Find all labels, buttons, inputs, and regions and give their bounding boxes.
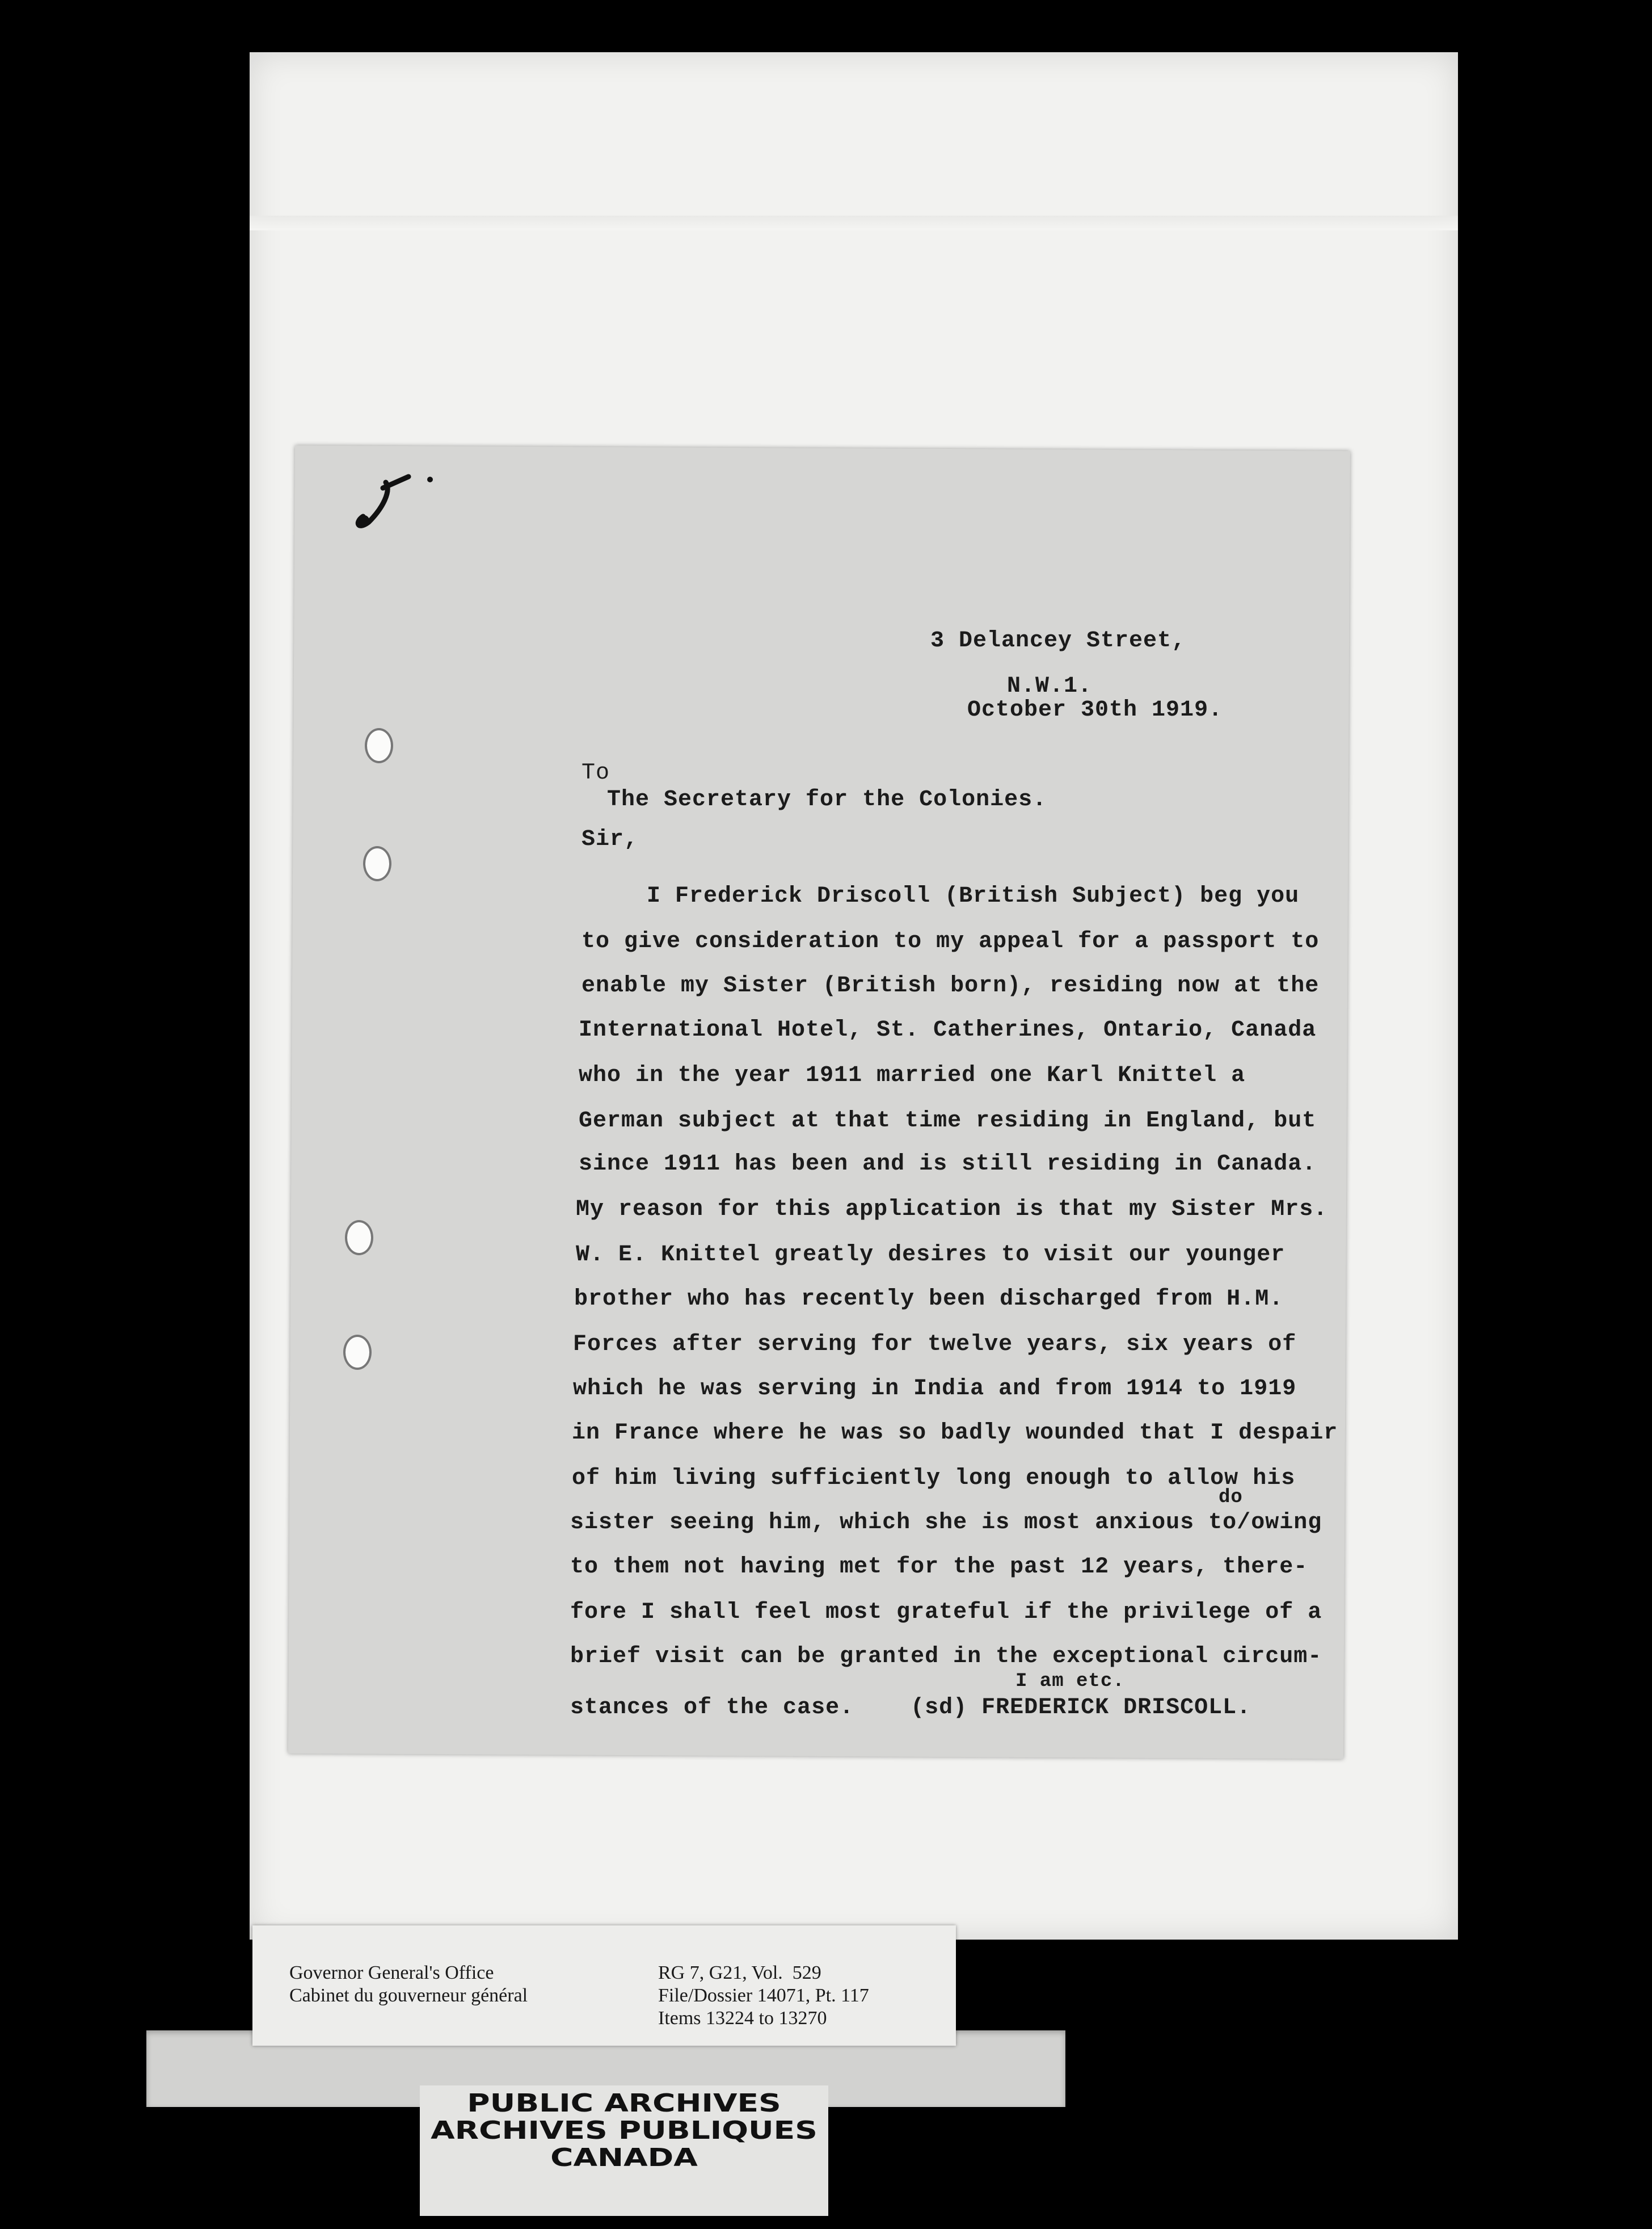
body-line: I Frederick Driscoll (British Subject) beg you [647,884,1300,909]
body-line: in France where he was so badly wounded that I despair [572,1420,1338,1446]
sender-address: 3 Delancey Street, [930,628,1186,654]
body-line: International Hotel, St. Catherines, Ontario, Canada [579,1017,1317,1043]
body-line: W. E. Knittel greatly desires to visit our younger [576,1242,1286,1268]
body-line: which he was serving in India and from 1914 to 1919 [573,1376,1297,1402]
salutation: Sir, [581,827,639,852]
record-group: RG 7, G21, Vol. 529 [658,1962,821,1983]
body-line: who in the year 1911 married one Karl Knittel a [579,1063,1246,1088]
body-line: My reason for this application is that my Sister Mrs. [576,1197,1328,1222]
body-line: to them not having met for the past 12 years, there- [570,1554,1308,1580]
public-archives-stamp [420,2085,828,2216]
to-label: To [581,760,610,786]
body-line: sister seeing him, which she is most anxious to/owing [570,1510,1322,1536]
body-line: of him living sufficiently long enough to allow his [572,1466,1296,1491]
closing: I am etc. [1015,1671,1125,1692]
punch-hole [343,1335,372,1370]
archives-line-fr: ARCHIVES PUBLIQUES [431,2116,817,2145]
office-name-en: Governor General's Office [289,1962,494,1983]
archives-line-country: CANADA [550,2143,698,2172]
archives-line-en: PUBLIC ARCHIVES [467,2089,781,2118]
file-dossier: File/Dossier 14071, Pt. 117 [658,1985,869,2006]
body-line-signature: stances of the case. (sd) FREDERICK DRISCOLL. [570,1695,1251,1721]
letter-date: October 30th 1919. [967,697,1223,723]
office-name-fr: Cabinet du gouverneur général [289,1985,528,2006]
body-line: brother who has recently been discharged from H.M. [574,1286,1284,1312]
punch-hole [365,728,393,763]
interline-insertion: do [1219,1487,1243,1508]
body-line: enable my Sister (British born), residing now at the [581,973,1320,999]
item-range: Items 13224 to 13270 [658,2008,827,2029]
body-line: Forces after serving for twelve years, six years of [573,1332,1297,1357]
sender-postal-district: N.W.1. [1007,674,1093,699]
body-line: since 1911 has been and is still residing in Canada. [579,1151,1317,1177]
punch-hole [363,846,391,881]
body-line: German subject at that time residing in England, but [579,1108,1317,1134]
sheet-fold-line [250,216,1458,230]
recipient: The Secretary for the Colonies. [607,787,1047,813]
body-line: brief visit can be granted in the exceptional circum- [570,1644,1322,1669]
body-line: to give consideration to my appeal for a passport to [581,929,1320,954]
body-line: fore I shall feel most grateful if the privilege of a [570,1600,1322,1625]
punch-hole [345,1220,373,1255]
handwritten-mark-icon [352,468,437,531]
